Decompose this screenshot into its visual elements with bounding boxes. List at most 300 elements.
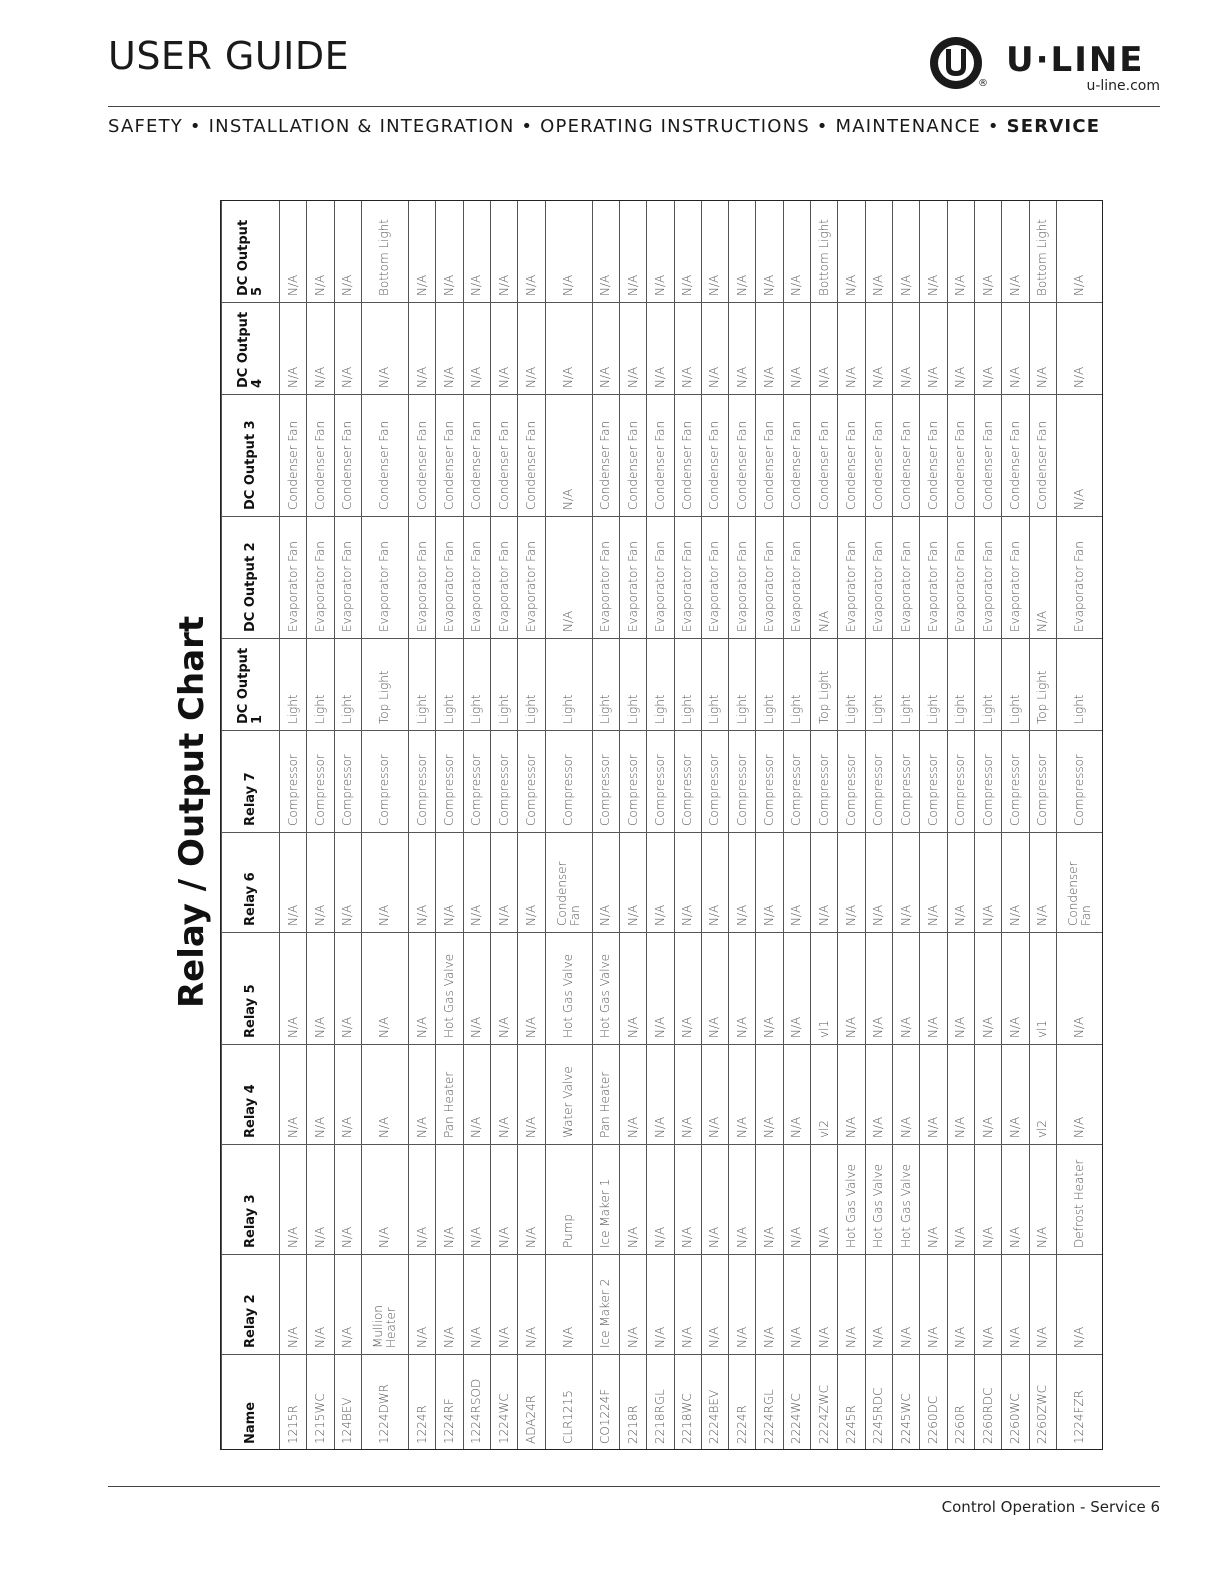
table-cell: N/A	[729, 933, 756, 1045]
table-cell: N/A	[307, 1045, 334, 1145]
table-cell: Light	[592, 639, 619, 731]
table-cell: Evaporator Fan	[1002, 517, 1029, 639]
model-name-cell: 2260DC	[920, 1355, 947, 1451]
column-header: Relay 6	[222, 833, 280, 933]
table-row	[592, 201, 619, 1451]
model-name-cell: 124BEV	[334, 1355, 361, 1451]
table-cell: N/A	[307, 303, 334, 395]
table-cell: N/A	[865, 303, 892, 395]
model-name-cell: 2218RGL	[647, 1355, 674, 1451]
model-name-cell: 2218R	[619, 1355, 646, 1451]
table-cell: Condenser Fan	[1056, 833, 1103, 933]
table-cell: N/A	[865, 933, 892, 1045]
table-cell: N/A	[490, 833, 517, 933]
model-name-cell: 1215WC	[307, 1355, 334, 1451]
page-title: USER GUIDE	[108, 34, 350, 78]
table-cell: Defrost Heater	[1056, 1145, 1103, 1255]
table-cell: N/A	[974, 1145, 1001, 1255]
table-cell: N/A	[436, 303, 463, 395]
table-row	[545, 201, 592, 1451]
model-name-cell: CO1224F	[592, 1355, 619, 1451]
model-name-cell: 1224R	[408, 1355, 435, 1451]
table-cell: N/A	[1002, 833, 1029, 933]
table-cell: N/A	[783, 303, 810, 395]
table-cell: Light	[920, 639, 947, 731]
table-cell: N/A	[647, 303, 674, 395]
table-cell: N/A	[865, 1255, 892, 1355]
relay-output-table	[221, 200, 1103, 1450]
table-cell: N/A	[436, 1255, 463, 1355]
table-cell: N/A	[1056, 395, 1103, 517]
table-cell: Evaporator Fan	[592, 517, 619, 639]
table-cell: Evaporator Fan	[729, 517, 756, 639]
table-cell: N/A	[893, 303, 920, 395]
table-cell: Hot Gas Valve	[865, 1145, 892, 1255]
table-cell: Ice Maker 2	[592, 1255, 619, 1355]
table-cell: N/A	[490, 201, 517, 303]
table-cell: N/A	[647, 1145, 674, 1255]
table-cell: Compressor	[974, 731, 1001, 833]
column-header: Relay 7	[222, 731, 280, 833]
model-name-cell: 2218WC	[674, 1355, 701, 1451]
model-name-cell: 2245R	[838, 1355, 865, 1451]
table-cell: N/A	[307, 1145, 334, 1255]
table-row	[307, 201, 334, 1451]
table-cell: N/A	[756, 1045, 783, 1145]
table-cell: N/A	[1029, 517, 1056, 639]
table-cell: Evaporator Fan	[463, 517, 490, 639]
table-cell: Compressor	[334, 731, 361, 833]
table-cell: N/A	[920, 303, 947, 395]
table-cell: N/A	[334, 933, 361, 1045]
table-cell: N/A	[865, 1045, 892, 1145]
table-cell: Light	[674, 639, 701, 731]
table-cell: Compressor	[280, 731, 307, 833]
table-cell: Condenser Fan	[307, 395, 334, 517]
table-cell: N/A	[592, 303, 619, 395]
column-header: Name	[222, 1355, 280, 1451]
table-cell: vl1	[811, 933, 838, 1045]
table-cell: N/A	[756, 833, 783, 933]
table-cell: N/A	[729, 303, 756, 395]
table-row	[361, 201, 408, 1451]
table-cell: Evaporator Fan	[947, 517, 974, 639]
table-cell: Compressor	[436, 731, 463, 833]
column-header: DC Output 5	[222, 201, 280, 303]
table-cell: Condenser Fan	[592, 395, 619, 517]
table-cell: N/A	[592, 201, 619, 303]
table-cell: Condenser Fan	[463, 395, 490, 517]
table-cell: Evaporator Fan	[920, 517, 947, 639]
table-cell: Evaporator Fan	[490, 517, 517, 639]
table-cell: Compressor	[619, 731, 646, 833]
table-cell: N/A	[729, 201, 756, 303]
table-cell: Compressor	[893, 731, 920, 833]
table-cell: N/A	[1002, 1145, 1029, 1255]
table-cell: N/A	[1002, 1255, 1029, 1355]
table-cell: N/A	[307, 933, 334, 1045]
table-cell: N/A	[545, 1255, 592, 1355]
table-row	[729, 201, 756, 1451]
table-cell: Light	[408, 639, 435, 731]
table-cell: N/A	[974, 933, 1001, 1045]
relay-output-table-frame	[220, 200, 1103, 1450]
table-cell: Condenser Fan	[490, 395, 517, 517]
table-cell: N/A	[701, 1255, 728, 1355]
table-cell: N/A	[893, 833, 920, 933]
table-cell: N/A	[920, 1045, 947, 1145]
table-cell: Compressor	[920, 731, 947, 833]
table-cell: N/A	[974, 1045, 1001, 1145]
table-cell: N/A	[756, 933, 783, 1045]
table-cell: N/A	[490, 1255, 517, 1355]
table-cell: N/A	[1056, 1255, 1103, 1355]
table-cell: N/A	[490, 1145, 517, 1255]
table-cell: Condenser Fan	[783, 395, 810, 517]
model-name-cell: 2224ZWC	[811, 1355, 838, 1451]
table-cell: N/A	[647, 833, 674, 933]
table-cell: Condenser Fan	[701, 395, 728, 517]
table-cell: N/A	[463, 1255, 490, 1355]
table-cell: Bottom Light	[361, 201, 408, 303]
table-cell: Light	[463, 639, 490, 731]
relay-output-table-rotator	[221, 201, 1103, 1450]
table-cell: N/A	[893, 1045, 920, 1145]
table-cell: N/A	[838, 833, 865, 933]
table-cell: N/A	[545, 517, 592, 639]
table-cell: N/A	[783, 1255, 810, 1355]
table-cell: Evaporator Fan	[619, 517, 646, 639]
table-cell: N/A	[518, 1145, 545, 1255]
table-cell: Condenser Fan	[729, 395, 756, 517]
table-cell: N/A	[436, 833, 463, 933]
table-row	[974, 201, 1001, 1451]
table-row	[947, 201, 974, 1451]
table-cell: Compressor	[701, 731, 728, 833]
table-cell: N/A	[408, 833, 435, 933]
table-cell: N/A	[811, 833, 838, 933]
table-cell: N/A	[947, 201, 974, 303]
table-cell: Light	[783, 639, 810, 731]
table-cell: N/A	[920, 201, 947, 303]
table-cell: N/A	[1056, 201, 1103, 303]
table-cell: N/A	[619, 933, 646, 1045]
table-cell: N/A	[361, 833, 408, 933]
table-cell: N/A	[811, 517, 838, 639]
table-cell: vl2	[811, 1045, 838, 1145]
u-line-logo	[928, 36, 1160, 98]
table-row	[490, 201, 517, 1451]
table-cell: N/A	[947, 303, 974, 395]
table-cell: N/A	[783, 201, 810, 303]
table-cell: N/A	[647, 201, 674, 303]
table-cell: N/A	[463, 833, 490, 933]
table-cell: N/A	[783, 933, 810, 1045]
table-row	[701, 201, 728, 1451]
table-cell: Condenser Fan	[619, 395, 646, 517]
table-cell: N/A	[619, 201, 646, 303]
footer-divider	[108, 1486, 1160, 1487]
table-cell: N/A	[280, 201, 307, 303]
table-row	[920, 201, 947, 1451]
section-nav-current: SERVICE	[1006, 116, 1101, 137]
table-cell: Hot Gas Valve	[838, 1145, 865, 1255]
table-cell: Compressor	[1056, 731, 1103, 833]
page-footer: Control Operation - Service 6	[941, 1498, 1160, 1516]
table-cell: N/A	[334, 833, 361, 933]
table-cell: N/A	[463, 1145, 490, 1255]
table-cell: N/A	[619, 1145, 646, 1255]
table-cell: Light	[729, 639, 756, 731]
table-cell: Mullion Heater	[361, 1255, 408, 1355]
logo-wordmark: U·LINE	[1006, 40, 1145, 80]
table-cell: N/A	[920, 933, 947, 1045]
table-row	[408, 201, 435, 1451]
table-cell: Compressor	[783, 731, 810, 833]
table-cell: N/A	[893, 1255, 920, 1355]
model-name-cell: 2224WC	[783, 1355, 810, 1451]
table-cell: N/A	[674, 1255, 701, 1355]
table-cell: N/A	[947, 933, 974, 1045]
table-cell: N/A	[811, 303, 838, 395]
table-cell: N/A	[545, 201, 592, 303]
table-cell: N/A	[436, 1145, 463, 1255]
table-cell: Light	[334, 639, 361, 731]
table-cell: N/A	[974, 303, 1001, 395]
table-cell: Pump	[545, 1145, 592, 1255]
table-cell: N/A	[947, 1045, 974, 1145]
table-row	[436, 201, 463, 1451]
model-name-cell: 2224R	[729, 1355, 756, 1451]
table-cell: N/A	[280, 933, 307, 1045]
table-cell: Light	[974, 639, 1001, 731]
table-row	[811, 201, 838, 1451]
table-cell: N/A	[280, 1255, 307, 1355]
table-row	[463, 201, 490, 1451]
table-cell: N/A	[408, 1045, 435, 1145]
table-cell: Evaporator Fan	[783, 517, 810, 639]
table-cell: N/A	[947, 1145, 974, 1255]
table-cell: Top Light	[811, 639, 838, 731]
table-cell: Ice Maker 1	[592, 1145, 619, 1255]
table-cell: N/A	[674, 303, 701, 395]
table-row	[647, 201, 674, 1451]
table-cell: Light	[280, 639, 307, 731]
table-cell: Top Light	[361, 639, 408, 731]
header-divider	[108, 106, 1160, 107]
table-cell: N/A	[920, 1145, 947, 1255]
table-cell: N/A	[647, 933, 674, 1045]
model-name-cell: ADA24R	[518, 1355, 545, 1451]
table-cell: N/A	[838, 933, 865, 1045]
table-row	[674, 201, 701, 1451]
table-cell: N/A	[619, 833, 646, 933]
table-cell: Condenser Fan	[811, 395, 838, 517]
table-cell: Compressor	[518, 731, 545, 833]
table-cell: Hot Gas Valve	[436, 933, 463, 1045]
table-cell: N/A	[893, 933, 920, 1045]
table-cell: Water Valve	[545, 1045, 592, 1145]
table-cell: Compressor	[490, 731, 517, 833]
table-row	[865, 201, 892, 1451]
table-cell: N/A	[490, 1045, 517, 1145]
table-cell: Light	[1056, 639, 1103, 731]
table-cell: Evaporator Fan	[280, 517, 307, 639]
table-cell: N/A	[280, 1045, 307, 1145]
table-cell: Condenser Fan	[408, 395, 435, 517]
table-cell: N/A	[1002, 303, 1029, 395]
table-cell: N/A	[701, 933, 728, 1045]
table-cell: Condenser Fan	[436, 395, 463, 517]
table-cell: Evaporator Fan	[674, 517, 701, 639]
model-name-cell: 2245RDC	[865, 1355, 892, 1451]
table-cell: N/A	[463, 1045, 490, 1145]
table-cell: N/A	[463, 201, 490, 303]
registered-mark: ®	[978, 78, 988, 89]
table-cell: Evaporator Fan	[647, 517, 674, 639]
section-nav-items: SAFETY • INSTALLATION & INTEGRATION • OPERATING INSTRUCTIONS • MAINTENANCE •	[108, 116, 1000, 137]
table-cell: Compressor	[947, 731, 974, 833]
column-header: DC Output 1	[222, 639, 280, 731]
table-cell: N/A	[974, 1255, 1001, 1355]
model-name-cell: 2224BEV	[701, 1355, 728, 1451]
table-cell: N/A	[1029, 833, 1056, 933]
column-header: Relay 5	[222, 933, 280, 1045]
table-cell: Condenser Fan	[893, 395, 920, 517]
table-cell: N/A	[701, 833, 728, 933]
table-cell: Condenser Fan	[1029, 395, 1056, 517]
table-row	[756, 201, 783, 1451]
table-cell: Light	[865, 639, 892, 731]
table-cell: N/A	[1002, 933, 1029, 1045]
table-cell: Light	[436, 639, 463, 731]
table-row	[280, 201, 307, 1451]
table-cell: N/A	[947, 833, 974, 933]
table-cell: N/A	[490, 303, 517, 395]
table-cell: N/A	[280, 1145, 307, 1255]
table-cell: N/A	[408, 303, 435, 395]
table-cell: N/A	[1056, 933, 1103, 1045]
table-cell: N/A	[974, 833, 1001, 933]
table-cell: Condenser Fan	[865, 395, 892, 517]
table-row	[783, 201, 810, 1451]
table-cell: N/A	[518, 833, 545, 933]
table-cell: N/A	[647, 1045, 674, 1145]
table-cell: Condenser Fan	[838, 395, 865, 517]
table-cell: N/A	[729, 1045, 756, 1145]
table-cell: N/A	[518, 303, 545, 395]
model-name-cell: 2260R	[947, 1355, 974, 1451]
model-name-cell: 2260WC	[1002, 1355, 1029, 1451]
table-header-row	[222, 201, 280, 1451]
column-header: Relay 2	[222, 1255, 280, 1355]
table-cell: Compressor	[307, 731, 334, 833]
table-cell: Condenser Fan	[334, 395, 361, 517]
table-cell: Light	[518, 639, 545, 731]
table-cell: Compressor	[592, 731, 619, 833]
table-cell: Condenser Fan	[361, 395, 408, 517]
table-cell: Light	[647, 639, 674, 731]
table-cell: N/A	[1029, 1145, 1056, 1255]
table-cell: Light	[947, 639, 974, 731]
table-row	[619, 201, 646, 1451]
table-cell: N/A	[518, 1255, 545, 1355]
table-cell: N/A	[838, 1255, 865, 1355]
table-cell: N/A	[838, 201, 865, 303]
table-cell: Evaporator Fan	[518, 517, 545, 639]
table-cell: N/A	[701, 303, 728, 395]
table-cell: Evaporator Fan	[838, 517, 865, 639]
table-row	[518, 201, 545, 1451]
table-cell: N/A	[408, 1145, 435, 1255]
table-cell: N/A	[756, 1255, 783, 1355]
table-row	[1056, 201, 1103, 1451]
table-cell: N/A	[463, 303, 490, 395]
table-cell: N/A	[463, 933, 490, 1045]
column-header: DC Output 3	[222, 395, 280, 517]
table-cell: Light	[893, 639, 920, 731]
table-cell: N/A	[756, 1145, 783, 1255]
table-cell: Compressor	[647, 731, 674, 833]
table-cell: Compressor	[838, 731, 865, 833]
table-cell: N/A	[1056, 303, 1103, 395]
table-cell: Evaporator Fan	[307, 517, 334, 639]
table-cell: Compressor	[408, 731, 435, 833]
section-nav	[108, 116, 1100, 137]
table-cell: N/A	[545, 303, 592, 395]
column-header: DC Output 2	[222, 517, 280, 639]
table-cell: Evaporator Fan	[756, 517, 783, 639]
table-cell: vl1	[1029, 933, 1056, 1045]
table-cell: N/A	[1002, 1045, 1029, 1145]
table-cell: Condenser Fan	[280, 395, 307, 517]
table-cell: N/A	[647, 1255, 674, 1355]
table-row	[893, 201, 920, 1451]
table-row	[1029, 201, 1056, 1451]
column-header: Relay 3	[222, 1145, 280, 1255]
table-row	[1002, 201, 1029, 1451]
table-cell: N/A	[701, 1045, 728, 1145]
table-cell: Compressor	[729, 731, 756, 833]
table-cell: Light	[756, 639, 783, 731]
table-row	[334, 201, 361, 1451]
table-cell: Compressor	[756, 731, 783, 833]
model-name-cell: 2224RGL	[756, 1355, 783, 1451]
table-cell: Top Light	[1029, 639, 1056, 731]
table-cell: N/A	[361, 1145, 408, 1255]
table-cell: Compressor	[361, 731, 408, 833]
table-cell: N/A	[674, 833, 701, 933]
model-name-cell: 2260ZWC	[1029, 1355, 1056, 1451]
table-cell: Bottom Light	[1029, 201, 1056, 303]
table-cell: Condenser Fan	[920, 395, 947, 517]
table-cell: N/A	[436, 201, 463, 303]
table-cell: Condenser Fan	[545, 833, 592, 933]
table-cell: N/A	[619, 1045, 646, 1145]
table-cell: Evaporator Fan	[865, 517, 892, 639]
table-cell: Condenser Fan	[674, 395, 701, 517]
table-cell: Compressor	[865, 731, 892, 833]
table-cell: Pan Heater	[436, 1045, 463, 1145]
table-cell: N/A	[518, 201, 545, 303]
table-cell: Compressor	[545, 731, 592, 833]
table-cell: Hot Gas Valve	[592, 933, 619, 1045]
table-cell: Condenser Fan	[947, 395, 974, 517]
table-cell: N/A	[893, 201, 920, 303]
table-cell: Condenser Fan	[1002, 395, 1029, 517]
model-name-cell: 1224RF	[436, 1355, 463, 1451]
table-cell: N/A	[674, 1045, 701, 1145]
